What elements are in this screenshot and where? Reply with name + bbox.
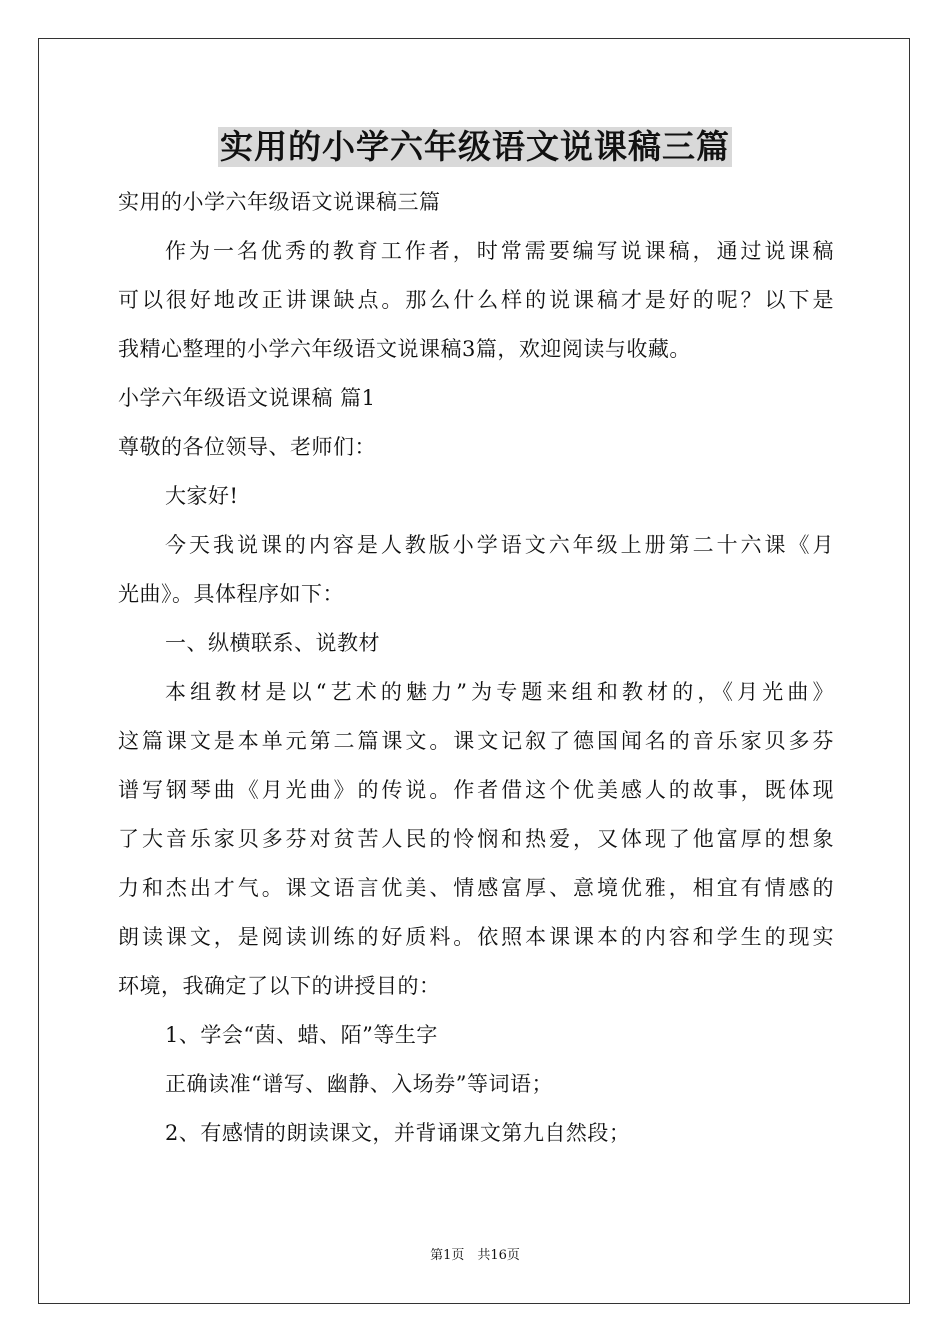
paragraph-line: 了大音乐家贝多芬对贫苦人民的怜悯和热爱，又体现了他富厚的想象 xyxy=(118,827,834,851)
title-container xyxy=(0,127,950,167)
paragraph-line: 谱写钢琴曲《月光曲》的传说。作者借这个优美感人的故事，既体现 xyxy=(118,778,834,802)
page-footer: 第1页 共16页 xyxy=(430,1248,520,1263)
list-item: 正确读准“谱写、幽静、入场券”等词语； xyxy=(165,1072,553,1096)
salutation-line: 尊敬的各位领导、老师们： xyxy=(118,435,376,459)
list-item: 1、学会“茵、蜡、陌”等生字 xyxy=(165,1023,438,1047)
subtitle-line: 实用的小学六年级语文说课稿三篇 xyxy=(118,190,441,214)
paragraph-line: 我精心整理的小学六年级语文说课稿3篇，欢迎阅读与收藏。 xyxy=(118,337,691,361)
list-item: 2、有感情的朗读课文，并背诵课文第九自然段； xyxy=(165,1121,631,1145)
paragraph-line: 可以很好地改正讲课缺点。那么什么样的说课稿才是好的呢？以下是 xyxy=(118,288,834,312)
paragraph-line: 环境，我确定了以下的讲授目的： xyxy=(118,974,441,998)
paragraph-line: 光曲》。具体程序如下： xyxy=(118,582,344,606)
paragraph-line: 作为一名优秀的教育工作者，时常需要编写说课稿，通过说课稿 xyxy=(165,239,834,263)
paragraph-line: 本组教材是以“艺术的魅力”为专题来组和教材的，《月光曲》 xyxy=(165,680,834,704)
greeting-line: 大家好! xyxy=(165,484,239,508)
paragraph-line: 这篇课文是本单元第二篇课文。课文记叙了德国闻名的音乐家贝多芬 xyxy=(118,729,834,753)
document-title: 实用的小学六年级语文说课稿三篇 xyxy=(220,127,730,166)
paragraph-line: 力和杰出才气。课文语言优美、情感富厚、意境优雅，相宜有情感的 xyxy=(118,876,834,900)
paragraph-line: 朗读课文，是阅读训练的好质料。依照本课课本的内容和学生的现实 xyxy=(118,925,834,949)
paragraph-line: 今天我说课的内容是人教版小学语文六年级上册第二十六课《月 xyxy=(165,533,834,557)
section-heading: 小学六年级语文说课稿 篇1 xyxy=(118,386,376,410)
document-body xyxy=(118,178,834,1158)
subsection-heading: 一、纵横联系、说教材 xyxy=(165,631,380,655)
